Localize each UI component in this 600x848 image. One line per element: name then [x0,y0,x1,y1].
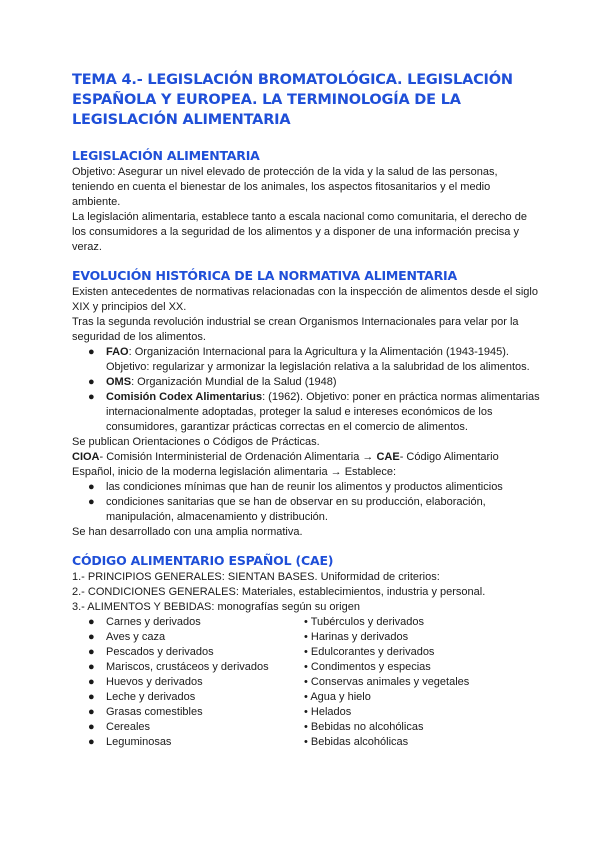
bullet-icon: ● [88,496,95,508]
section-heading: LEGISLACIÓN ALIMENTARIA [72,148,260,163]
small-bullet-icon: • [304,646,308,658]
list-item [88,495,540,525]
list-item [88,390,540,435]
small-bullet-icon: • [304,706,308,718]
food-columns [72,615,540,750]
list-item [88,675,304,690]
small-bullet-icon: • [304,736,308,748]
food-item: Condimentos y especias [310,661,431,673]
food-column-right [304,615,540,750]
org-name: FAO [106,346,129,358]
bullet-icon: ● [88,736,95,748]
list-item [304,675,540,690]
cae-line: 3.- ALIMENTOS Y BEBIDAS: monografías según su origen [72,601,360,613]
list-item [304,630,540,645]
cae-name: CAE [376,451,400,463]
paragraph: Tras la segunda revolución industrial se crean Organismos Internacionales para velar por la seguridad de los alimentos. [72,316,519,343]
section-heading: EVOLUCIÓN HISTÓRICA DE LA NORMATIVA ALIMENTARIA [72,268,457,283]
list-item [88,705,304,720]
bullet-icon: ● [88,346,95,358]
food-item: Harinas y derivados [310,631,409,643]
cioa-text: - Comisión Interministerial de Ordenación Alimentaria → [99,451,377,463]
list-item [88,345,540,375]
food-item: Bebidas no alcohólicas [310,721,424,733]
paragraph: Existen antecedentes de normativas relacionadas con la inspección de alimentos desde el siglo XIX y principios del XX. [72,286,538,313]
small-bullet-icon: • [304,661,308,673]
bullet-icon: ● [88,676,95,688]
paragraph: Se han desarrollado con una amplia normativa. [72,526,303,538]
small-bullet-icon: • [304,721,308,733]
bullet-icon: ● [88,721,95,733]
food-item: Pescados y derivados [106,646,214,658]
bullet-icon: ● [88,616,95,628]
bullet-icon: ● [88,481,95,493]
food-item: Tubérculos y derivados [310,616,425,628]
bullet-icon: ● [88,391,95,403]
food-item: Carnes y derivados [106,616,201,628]
food-item: Mariscos, crustáceos y derivados [106,661,269,673]
cae-line: 1.- PRINCIPIOS GENERALES: SIENTAN BASES. Uniformidad de criterios: [72,571,440,583]
list-item-text: condiciones sanitarias que se han de observar en su producción, elaboración, manipulación, almacenamiento y distribución. [106,496,486,523]
food-item: Helados [310,706,352,718]
paragraph: La legislación alimentaria, establece tanto a escala nacional como comunitaria, el derecho de los consumidores a la seguridad de los alimentos y a disponer de una información precisa y veraz. [72,211,527,253]
list-item [88,690,304,705]
section-evolucion [72,268,540,540]
food-item: Bebidas alcohólicas [310,736,409,748]
section-heading: CÓDIGO ALIMENTARIO ESPAÑOL (CAE) [72,553,334,568]
small-bullet-icon: • [304,691,308,703]
small-bullet-icon: • [304,676,308,688]
bullet-icon: ● [88,706,95,718]
list-item [88,630,304,645]
list-item [88,480,540,495]
org-name: Comisión Codex Alimentarius [106,391,263,403]
list-item [304,645,540,660]
food-item: Leche y derivados [106,691,196,703]
cioa-name: CIOA [72,451,100,463]
food-item: Grasas comestibles [106,706,203,718]
list-item [304,690,540,705]
food-column-left [72,615,304,750]
list-item [88,735,304,750]
cae-line: 2.- CONDICIONES GENERALES: Materiales, establecimientos, industria y personal. [72,586,486,598]
section-cae [72,553,540,750]
cae-text: - Código Alimentario Español, inicio de la moderna legislación alimentaria → Establece: [72,451,499,478]
bullet-icon: ● [88,691,95,703]
list-item [304,720,540,735]
list-item [304,735,540,750]
food-item: Aves y caza [106,631,166,643]
list-item [304,660,540,675]
bullet-icon: ● [88,376,95,388]
paragraph: Objetivo: Asegurar un nivel elevado de protección de la vida y la salud de las personas, teniendo en cuenta el bienestar de los animales, los aspectos fitosanitarios y el medio ambiente. [72,166,498,208]
list-item [88,375,540,390]
food-item: Leguminosas [106,736,172,748]
paragraph-cioa [72,450,540,480]
bullet-icon: ● [88,646,95,658]
small-bullet-icon: • [304,616,308,628]
org-text: : Organización Internacional para la Agricultura y la Alimentación (1943-1945). Objetivo: regularizar y armonizar la legislación relativa a la salubridad de los alimentos. [106,346,530,373]
org-text: : (1962). Objetivo: poner en práctica normas alimentarias internacionalmente adoptadas, proteger la salud e intereses económicos de los consumidores, garantizar prácticas correctas en el comercio de alimentos. [106,391,540,433]
list-item-text: las condiciones mínimas que han de reunir los alimentos y productos alimenticios [106,481,503,493]
food-item: Edulcorantes y derivados [310,646,435,658]
bullet-icon: ● [88,661,95,673]
org-name: OMS [106,376,132,388]
establece-list [72,480,540,525]
small-bullet-icon: • [304,631,308,643]
section-legislacion [72,148,540,255]
bullet-icon: ● [88,631,95,643]
list-item [304,705,540,720]
list-item [88,720,304,735]
organizations-list [72,345,540,435]
page-title: TEMA 4.- LEGISLACIÓN BROMATOLÓGICA. LEGISLACIÓN ESPAÑOLA Y EUROPEA. LA TERMINOLOGÍA DE LA LEGISLACIÓN ALIMENTARIA [72,72,513,128]
food-item: Agua y hielo [310,691,371,703]
food-item: Conservas animales y vegetales [310,676,470,688]
list-item [88,645,304,660]
food-item: Huevos y derivados [106,676,203,688]
food-item: Cereales [106,721,151,733]
list-item [304,615,540,630]
list-item [88,615,304,630]
list-item [88,660,304,675]
org-text: : Organización Mundial de la Salud (1948) [131,376,337,388]
paragraph: Se publican Orientaciones o Códigos de Prácticas. [72,436,320,448]
